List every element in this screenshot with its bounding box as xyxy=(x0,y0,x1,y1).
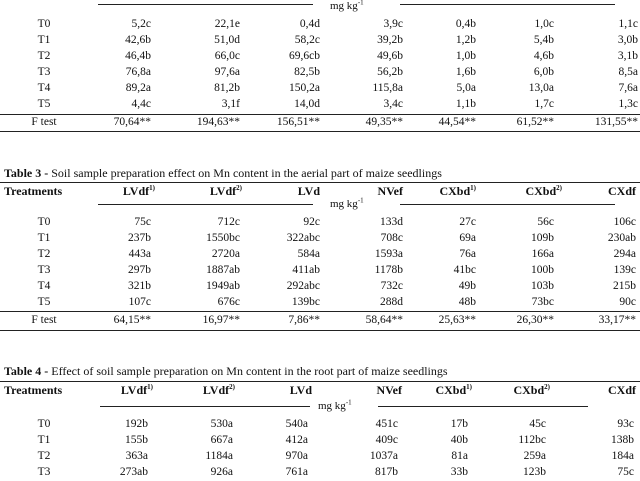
col-header-cxbd2: CXbd$^{2)}$ xyxy=(513,383,550,397)
value-cell: 139bc xyxy=(291,296,320,308)
table4-top-rule xyxy=(0,381,640,382)
table-row xyxy=(0,248,640,263)
unit-rule-left xyxy=(98,4,313,5)
value-cell: 5,4b xyxy=(533,34,554,46)
treatment-cell: T5 xyxy=(37,296,51,308)
col-header-nvef: NVef xyxy=(376,383,402,397)
unit-rule-right xyxy=(400,204,615,205)
col-header-cxbd1: CXbd$^{1)}$ xyxy=(439,184,476,198)
value-cell: 1,2b xyxy=(455,34,476,46)
col-header-lvd: LVd xyxy=(289,383,312,397)
treatments-header: Treatments xyxy=(4,383,63,397)
value-cell: 1593a xyxy=(374,248,403,260)
value-cell: 1949ab xyxy=(206,280,240,292)
value-cell: 0,4b xyxy=(455,18,476,30)
value-cell: 4,6b xyxy=(533,50,554,62)
table3-top-rule xyxy=(0,182,640,183)
value-cell: 66,0c xyxy=(214,50,240,62)
value-cell: 230ab xyxy=(607,232,636,244)
value-cell: 76a xyxy=(459,248,476,260)
value-cell: 107c xyxy=(128,296,151,308)
value-cell: 3,4c xyxy=(383,98,403,110)
value-cell: 443a xyxy=(128,248,151,260)
treatment-cell: T4 xyxy=(37,280,51,292)
value-cell: 5,2c xyxy=(131,18,151,30)
table-row xyxy=(0,98,640,113)
value-cell: 712c xyxy=(217,216,240,228)
value-cell: 48b xyxy=(458,296,476,308)
unit-rule-left xyxy=(98,204,313,205)
value-cell: 411ab xyxy=(292,264,320,276)
value-cell: 103b xyxy=(531,280,554,292)
table-row xyxy=(0,66,640,81)
col-header-lvdf2: LVdf$^{2)}$ xyxy=(209,184,242,198)
table4-unit: mg $kg^{-1}$ xyxy=(318,398,352,412)
value-cell: 49,6b xyxy=(377,50,403,62)
value-cell: 49b xyxy=(458,280,476,292)
table-row xyxy=(0,296,640,311)
value-cell: 451c xyxy=(375,418,398,430)
value-cell: 166a xyxy=(531,248,554,260)
value-cell: 75c xyxy=(134,216,151,228)
table2-ftest-rule xyxy=(0,114,640,115)
value-cell: 89,2a xyxy=(125,82,151,94)
ftest-value: 61,52** xyxy=(516,116,554,128)
treatments-header: Treatments xyxy=(4,184,63,198)
value-cell: 294a xyxy=(613,248,636,260)
value-cell: 363a xyxy=(125,450,148,462)
value-cell: 115,8a xyxy=(372,82,403,94)
value-cell: 106c xyxy=(613,216,636,228)
ftest-value: 64,15** xyxy=(113,314,151,326)
ftest-value: 25,63** xyxy=(438,314,476,326)
ftest-value: 58,64** xyxy=(365,314,403,326)
value-cell: 970a xyxy=(285,450,308,462)
ftest-label: F test xyxy=(31,116,57,128)
table-row xyxy=(0,50,640,65)
ftest-value: 70,64** xyxy=(113,116,151,128)
value-cell: 1,1b xyxy=(455,98,476,110)
value-cell: 7,6a xyxy=(618,82,638,94)
treatment-cell: T4 xyxy=(37,82,51,94)
value-cell: 0,4d xyxy=(299,18,320,30)
value-cell: 322abc xyxy=(286,232,320,244)
col-header-lvd: LVd xyxy=(297,184,320,198)
treatment-cell: T2 xyxy=(37,450,51,462)
ftest-value: 156,51** xyxy=(276,116,320,128)
value-cell: 732c xyxy=(380,280,403,292)
value-cell: 5,0a xyxy=(456,82,476,94)
value-cell: 1550bc xyxy=(206,232,240,244)
value-cell: 6,0b xyxy=(533,66,554,78)
unit-rule-right xyxy=(400,4,615,5)
treatment-cell: T3 xyxy=(37,66,51,78)
value-cell: 237b xyxy=(128,232,151,244)
value-cell: 273ab xyxy=(119,466,148,478)
col-header-cxdf: CXdf xyxy=(607,383,636,397)
value-cell: 112bc xyxy=(518,434,546,446)
ftest-value: 49,35** xyxy=(365,116,403,128)
table3-unit: mg $kg^{-1}$ xyxy=(330,196,364,210)
table-row xyxy=(0,18,640,33)
table-row xyxy=(0,34,640,49)
table3-header-row xyxy=(0,184,640,199)
value-cell: 58,2c xyxy=(294,34,320,46)
ftest-value: 194,63** xyxy=(196,116,240,128)
value-cell: 109b xyxy=(531,232,554,244)
value-cell: 2720a xyxy=(211,248,240,260)
table-row xyxy=(0,466,640,481)
value-cell: 1,0c xyxy=(534,18,554,30)
value-cell: 123b xyxy=(523,466,546,478)
col-header-cxbd2: CXbd$^{2)}$ xyxy=(525,184,562,198)
value-cell: 540a xyxy=(285,418,308,430)
value-cell: 90c xyxy=(619,296,636,308)
value-cell: 97,6a xyxy=(214,66,240,78)
treatment-cell: T2 xyxy=(37,248,51,260)
value-cell: 82,5b xyxy=(294,66,320,78)
value-cell: 1,6b xyxy=(455,66,476,78)
ftest-label: F test xyxy=(31,314,57,326)
value-cell: 3,1b xyxy=(617,50,638,62)
ftest-value: 44,54** xyxy=(438,116,476,128)
table-row xyxy=(0,232,640,247)
value-cell: 42,6b xyxy=(125,34,151,46)
value-cell: 150,2a xyxy=(289,82,320,94)
col-header-cxdf: CXdf xyxy=(607,184,636,198)
value-cell: 69,6cb xyxy=(289,50,320,62)
col-header-lvdf1: LVdf$^{1)}$ xyxy=(122,184,155,198)
value-cell: 215b xyxy=(613,280,636,292)
col-header-nvef: NVef xyxy=(377,184,403,198)
value-cell: 1887ab xyxy=(206,264,240,276)
value-cell: 4,4c xyxy=(131,98,151,110)
value-cell: 27c xyxy=(459,216,476,228)
unit-rule-left xyxy=(100,406,310,407)
value-cell: 51,0d xyxy=(214,34,240,46)
value-cell: 41bc xyxy=(453,264,476,276)
value-cell: 297b xyxy=(128,264,151,276)
value-cell: 56,2b xyxy=(377,66,403,78)
value-cell: 139c xyxy=(613,264,636,276)
value-cell: 3,1f xyxy=(221,98,240,110)
value-cell: 40b xyxy=(450,434,468,446)
value-cell: 133d xyxy=(380,216,403,228)
value-cell: 1,7c xyxy=(534,98,554,110)
value-cell: 761a xyxy=(285,466,308,478)
value-cell: 584a xyxy=(297,248,320,260)
value-cell: 3,0b xyxy=(617,34,638,46)
value-cell: 530a xyxy=(210,418,233,430)
value-cell: 192b xyxy=(125,418,148,430)
value-cell: 92c xyxy=(303,216,320,228)
table-row xyxy=(0,82,640,97)
value-cell: 46,4b xyxy=(125,50,151,62)
treatment-cell: T0 xyxy=(37,18,51,30)
value-cell: 14,0d xyxy=(294,98,320,110)
value-cell: 412a xyxy=(285,434,308,446)
treatment-cell: T5 xyxy=(37,98,51,110)
table-row xyxy=(0,264,640,279)
value-cell: 45c xyxy=(529,418,546,430)
value-cell: 1,0b xyxy=(455,50,476,62)
table2-unit: mg $kg^{-1}$ xyxy=(330,0,364,12)
value-cell: 33b xyxy=(450,466,468,478)
value-cell: 3,9c xyxy=(383,18,403,30)
value-cell: 93c xyxy=(617,418,634,430)
treatment-cell: T1 xyxy=(37,232,51,244)
value-cell: 292abc xyxy=(286,280,320,292)
table4-caption: Table 4 - Effect of soil sample preparation on Mn content in the root part of maize seedlings xyxy=(4,364,448,378)
table4-header-row xyxy=(0,383,640,398)
treatment-cell: T2 xyxy=(37,50,51,62)
value-cell: 667a xyxy=(210,434,233,446)
value-cell: 76,8a xyxy=(125,66,151,78)
ftest-value: 16,97** xyxy=(202,314,240,326)
value-cell: 75c xyxy=(617,466,634,478)
table3-caption: Table 3 - Soil sample preparation effect on Mn content in the aerial part of maize seedlings xyxy=(4,166,442,180)
ftest-value: 33,17** xyxy=(598,314,636,326)
value-cell: 259a xyxy=(523,450,546,462)
table-row xyxy=(0,434,640,449)
col-header-lvdf1: LVdf$^{1)}$ xyxy=(120,383,153,397)
treatment-cell: T0 xyxy=(37,216,51,228)
table-row xyxy=(0,450,640,465)
value-cell: 1037a xyxy=(369,450,398,462)
value-cell: 22,1e xyxy=(214,18,240,30)
value-cell: 817b xyxy=(375,466,398,478)
value-cell: 1,1c xyxy=(618,18,638,30)
value-cell: 138b xyxy=(611,434,634,446)
value-cell: 184a xyxy=(611,450,634,462)
table3-ftest-rule xyxy=(0,311,640,312)
value-cell: 926a xyxy=(210,466,233,478)
value-cell: 321b xyxy=(128,280,151,292)
value-cell: 56c xyxy=(537,216,554,228)
value-cell: 1184a xyxy=(205,450,233,462)
col-header-lvdf2: LVdf$^{2)}$ xyxy=(202,383,235,397)
value-cell: 1,3c xyxy=(618,98,638,110)
value-cell: 676c xyxy=(217,296,240,308)
value-cell: 155b xyxy=(125,434,148,446)
value-cell: 1178b xyxy=(374,264,403,276)
value-cell: 288d xyxy=(380,296,403,308)
value-cell: 409c xyxy=(375,434,398,446)
value-cell: 17b xyxy=(450,418,468,430)
table2-ftest-row xyxy=(0,116,640,131)
value-cell: 100b xyxy=(531,264,554,276)
value-cell: 13,0a xyxy=(528,82,554,94)
table-row xyxy=(0,216,640,231)
value-cell: 73bc xyxy=(531,296,554,308)
value-cell: 81a xyxy=(451,450,468,462)
value-cell: 81,2b xyxy=(214,82,240,94)
ftest-value: 7,86** xyxy=(288,314,320,326)
unit-rule-right xyxy=(378,406,588,407)
ftest-value: 131,55** xyxy=(594,116,638,128)
col-header-cxbd1: CXbd$^{1)}$ xyxy=(435,383,472,397)
table-row xyxy=(0,418,640,433)
value-cell: 8,5a xyxy=(618,66,638,78)
value-cell: 69a xyxy=(459,232,476,244)
table3-bottom-rule xyxy=(0,330,640,331)
treatment-cell: T3 xyxy=(37,264,51,276)
treatment-cell: T0 xyxy=(37,418,51,430)
ftest-value: 26,30** xyxy=(516,314,554,326)
table3-ftest-row xyxy=(0,314,640,329)
table2-bottom-rule xyxy=(0,131,640,132)
value-cell: 708c xyxy=(380,232,403,244)
table-row xyxy=(0,280,640,295)
treatment-cell: T1 xyxy=(37,34,51,46)
treatment-cell: T3 xyxy=(37,466,51,478)
value-cell: 39,2b xyxy=(377,34,403,46)
treatment-cell: T1 xyxy=(37,434,51,446)
